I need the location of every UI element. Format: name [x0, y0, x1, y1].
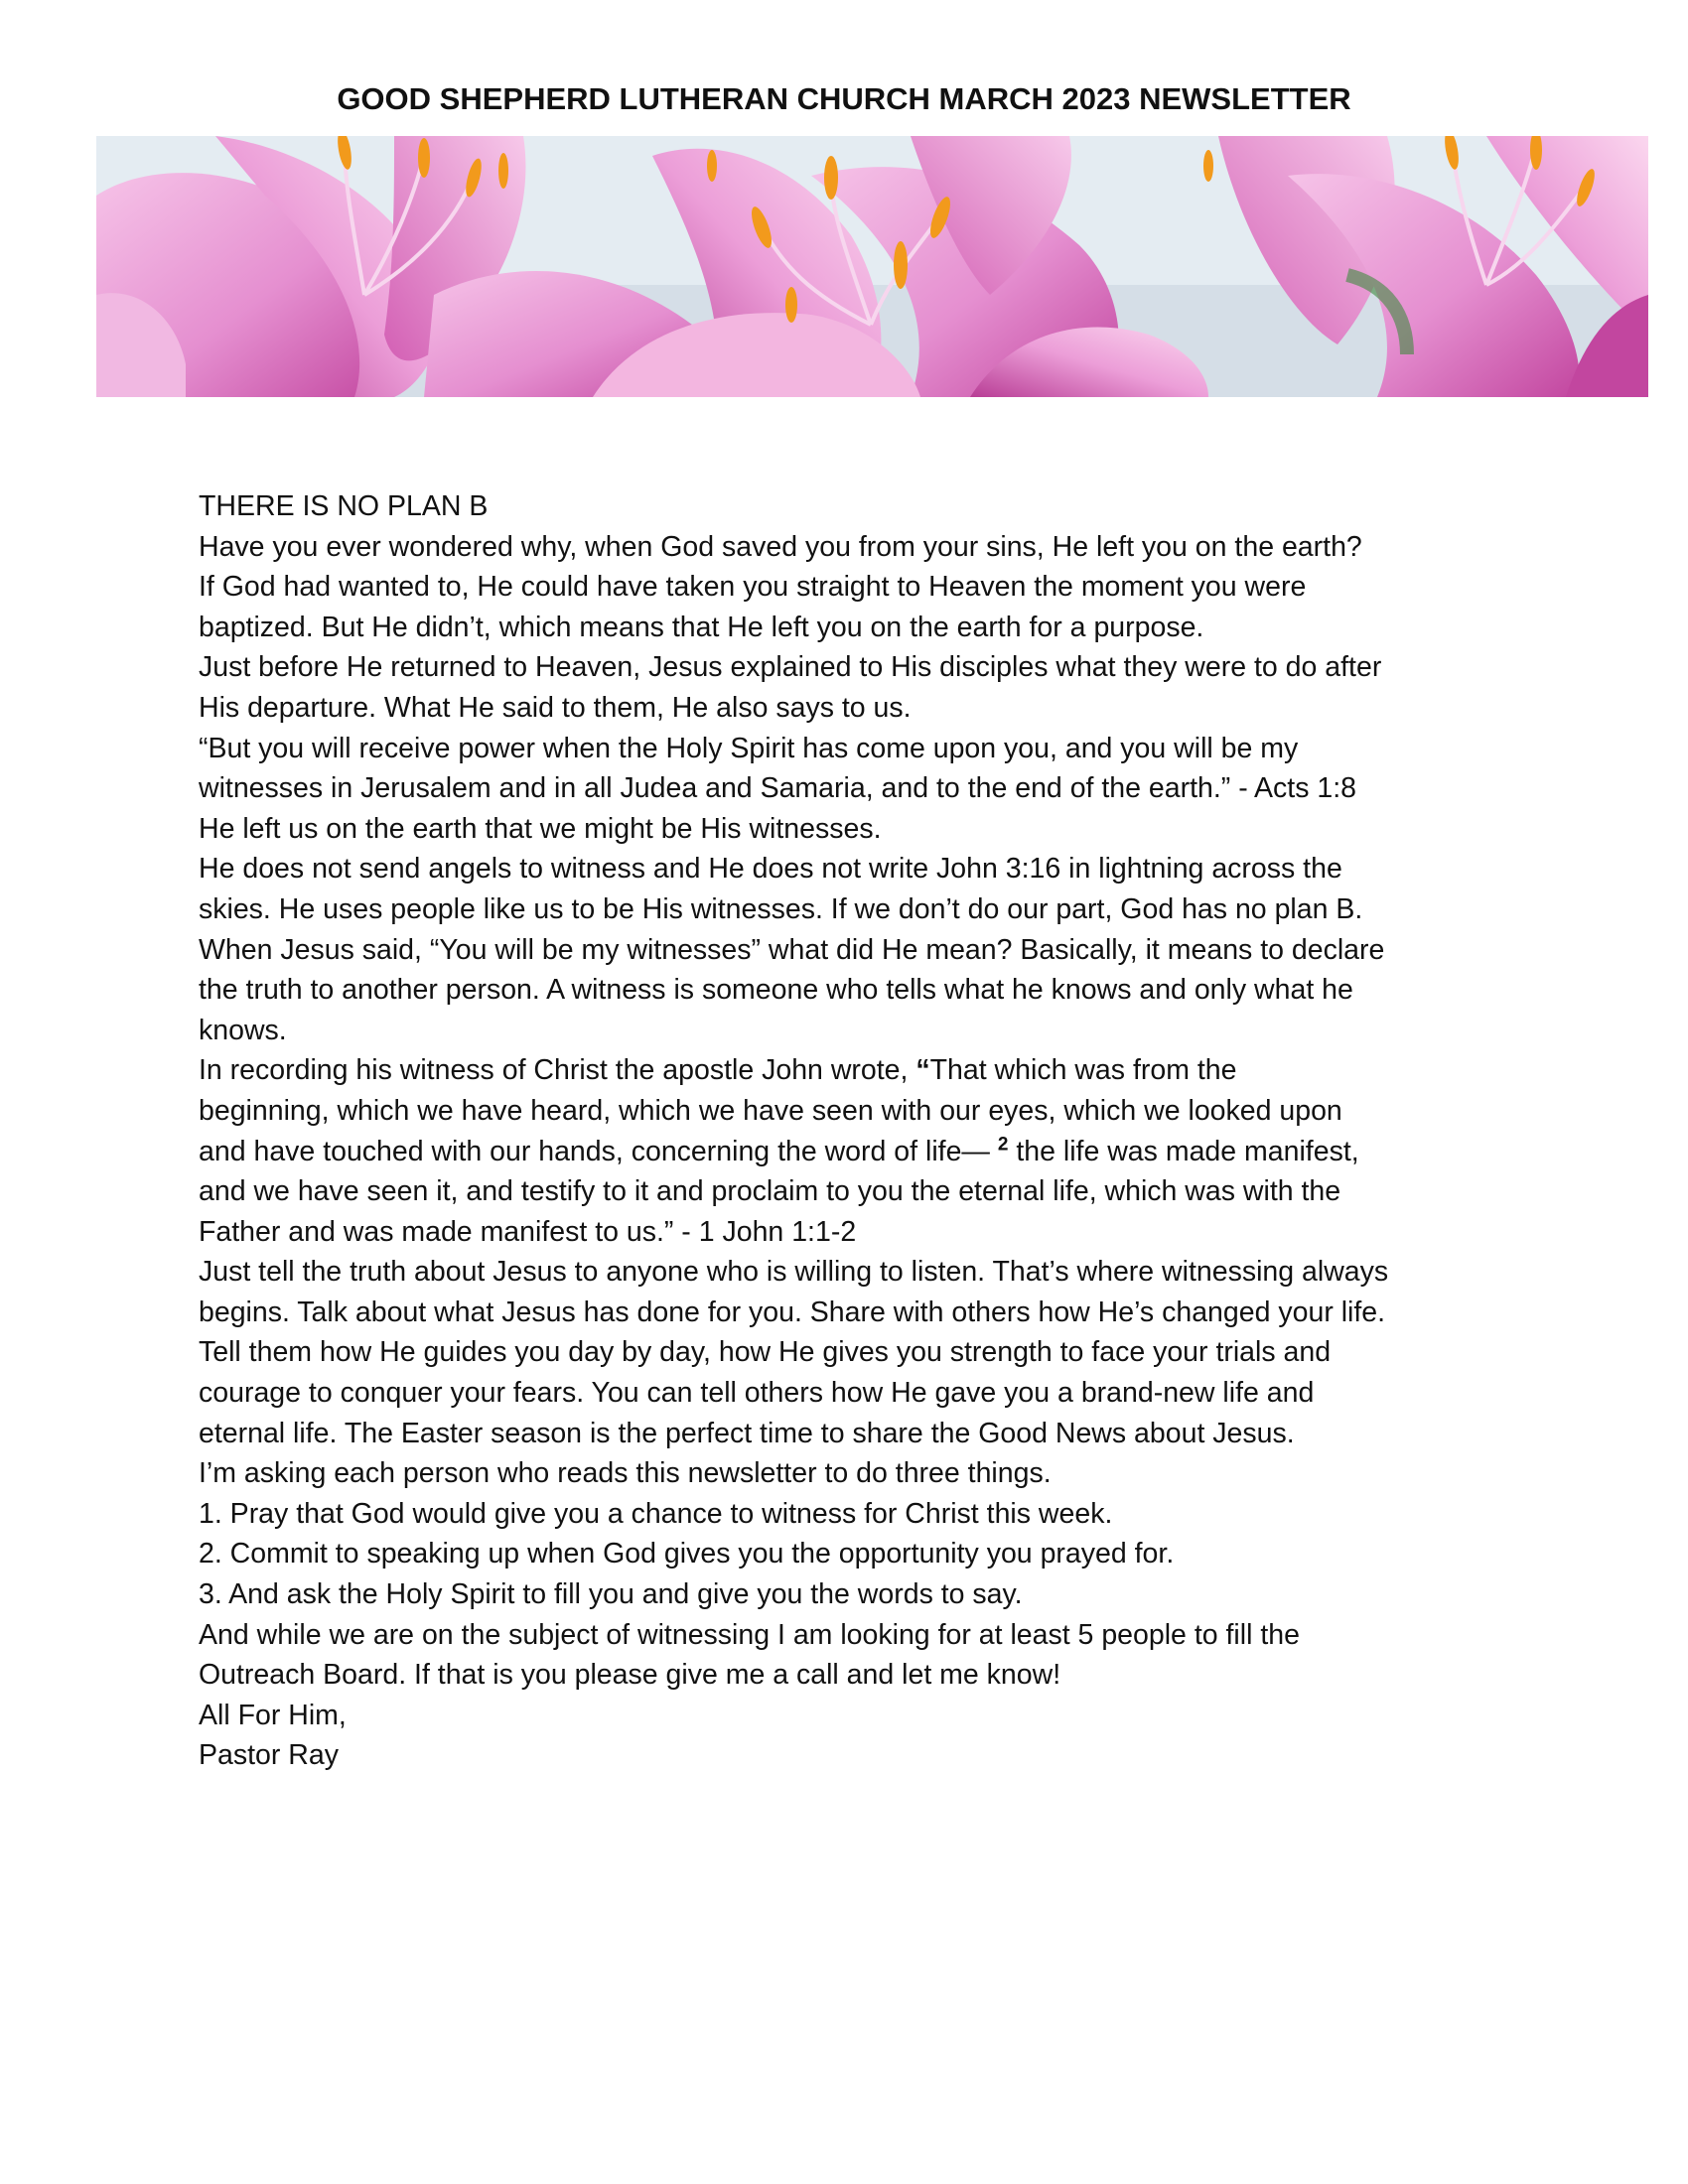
john-quote-line: beginning, which we have heard, which we have seen with our eyes, which we looked upon [199, 1094, 1342, 1127]
paragraph-line: Have you ever wondered why, when God saved you from your sins, He left you on the earth? [199, 530, 1362, 563]
list-item: 1. Pray that God would give you a chance to witness for Christ this week. [199, 1497, 1113, 1530]
paragraph-line: begins. Talk about what Jesus has done for you. Share with others how He’s changed your life. [199, 1296, 1386, 1328]
paragraph-line: He does not send angels to witness and He does not write John 3:16 in lightning across the [199, 853, 1342, 886]
article-heading: THERE IS NO PLAN B [199, 490, 489, 522]
paragraph-line: baptized. But He didn’t, which means that He left you on the earth for a purpose. [199, 611, 1204, 643]
paragraph-line: If God had wanted to, He could have taken you straight to Heaven the moment you were [199, 571, 1307, 604]
john-quote-line [199, 1132, 1529, 1172]
newsletter-title: GOOD SHEPHERD LUTHERAN CHURCH MARCH 2023 NEWSLETTER [337, 81, 1351, 116]
john-quote-line [199, 1050, 1529, 1091]
john-quote-start: That which was from the [929, 1054, 1237, 1087]
paragraph-line: When Jesus said, “You will be my witnesses” what did He mean? Basically, it means to declare [199, 933, 1385, 966]
list-item: 3. And ask the Holy Spirit to fill you and give you the words to say. [199, 1578, 1023, 1611]
john-quote-line: Father and was made manifest to us.” - 1 John 1:1-2 [199, 1215, 857, 1248]
john-quote-line: and we have seen it, and testify to it and proclaim to you the eternal life, which was with the [199, 1175, 1341, 1208]
list-item: 2. Commit to speaking up when God gives you the opportunity you prayed for. [199, 1538, 1175, 1570]
paragraph-line: courage to conquer your fears. You can tell others how He gave you a brand-new life and [199, 1377, 1315, 1410]
acts-quote-line: “But you will receive power when the Holy Spirit has come upon you, and you will be my [199, 732, 1299, 764]
paragraph-line: Just before He returned to Heaven, Jesus explained to His disciples what they were to do after [199, 651, 1382, 684]
paragraph-line: He left us on the earth that we might be His witnesses. [199, 812, 882, 845]
open-quote: “ [915, 1054, 930, 1087]
paragraph-line: skies. He uses people like us to be His witnesses. If we don’t do our part, God has no plan B. [199, 892, 1363, 925]
paragraph-line: knows. [199, 1014, 287, 1046]
john-quote-part: and have touched with our hands, concerning the word of life— [199, 1135, 998, 1167]
john-intro: In recording his witness of Christ the apostle John wrote, [199, 1054, 916, 1087]
signature: Pastor Ray [199, 1739, 339, 1772]
paragraph-line: Just tell the truth about Jesus to anyone who is willing to listen. That’s where witnessing always [199, 1256, 1389, 1289]
john-quote-part: the life was made manifest, [1008, 1135, 1359, 1167]
paragraph-line: the truth to another person. A witness is someone who tells what he knows and only what he [199, 974, 1353, 1007]
paragraph-line: And while we are on the subject of witnessing I am looking for at least 5 people to fill the [199, 1618, 1300, 1651]
closing-line: All For Him, [199, 1699, 347, 1731]
paragraph-line: eternal life. The Easter season is the perfect time to share the Good News about Jesus. [199, 1417, 1295, 1449]
article [199, 486, 1529, 1776]
acts-quote-line: witnesses in Jerusalem and in all Judea and Samaria, and to the end of the earth.” - Acts 1:8 [199, 772, 1357, 805]
paragraph-line: I’m asking each person who reads this newsletter to do three things. [199, 1457, 1052, 1490]
paragraph-line: Outreach Board. If that is you please give me a call and let me know! [199, 1659, 1061, 1692]
paragraph-line: Tell them how He guides you day by day, how He gives you strength to face your trials and [199, 1336, 1332, 1369]
verse-number: 2 [997, 1134, 1009, 1155]
paragraph-line: His departure. What He said to them, He also says to us. [199, 691, 912, 724]
lily-banner-image [96, 136, 1648, 397]
